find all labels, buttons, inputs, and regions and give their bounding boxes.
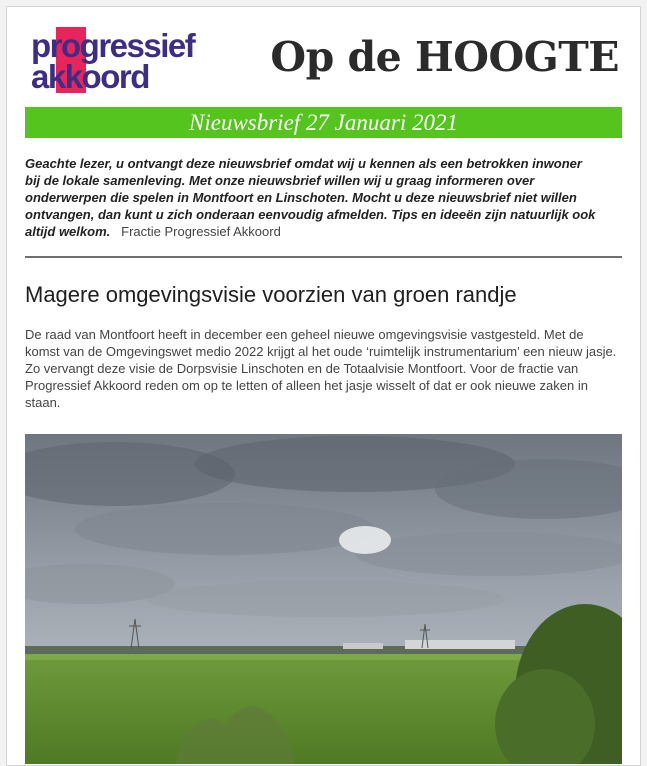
intro-signature: Fractie Progressief Akkoord	[121, 224, 281, 239]
newsletter-title: Op de HOOGTE	[270, 33, 619, 81]
date-banner-text: Nieuwsbrief 27 Januari 2021	[189, 109, 458, 135]
article-photo	[25, 434, 622, 764]
progressief-akkoord-logo[interactable]	[25, 21, 215, 101]
section-divider	[25, 256, 622, 258]
intro-text: Geachte lezer, u ontvangt deze nieuwsbrief omdat wij u kennen als een betrokken inwoner bij de lokale samenleving. Met onze nieuwsbrief willen wij u graag informeren over onderwerpen die spelen in Montfoort en Linschoten. Mocht u deze nieuwsbrief niet willen ontvangen, dan kunt u zich onderaan eenvoudig afmelden. Tips en ideeën zijn natuurlijk ook altijd welkom.	[25, 156, 596, 239]
intro-paragraph	[25, 155, 600, 240]
article-body: De raad van Montfoort heeft in december een geheel nieuwe omgevingsvisie vastgesteld. Met de komst van de Omgevingswet medio 2022 krijgt al het oude ‘ruimtelijk instrumentarium’ een nieuw jasje. Zo vervangt deze visie de Dorpsvisie Linschoten en de Totaalvisie Montfoort. Voor de fractie van Progressief Akkoord reden om op te letten of alleen het jasje wisselt of dat er ook nieuwe zaken in staan.	[25, 327, 617, 410]
landscape-image	[25, 434, 622, 764]
date-banner	[25, 107, 622, 138]
logo-line-2: akkoord	[31, 58, 149, 95]
article-title: Magere omgevingsvisie voorzien van groen randje	[25, 282, 517, 307]
logo-line-1: progressief	[31, 27, 195, 64]
newsletter-sheet	[6, 6, 641, 766]
